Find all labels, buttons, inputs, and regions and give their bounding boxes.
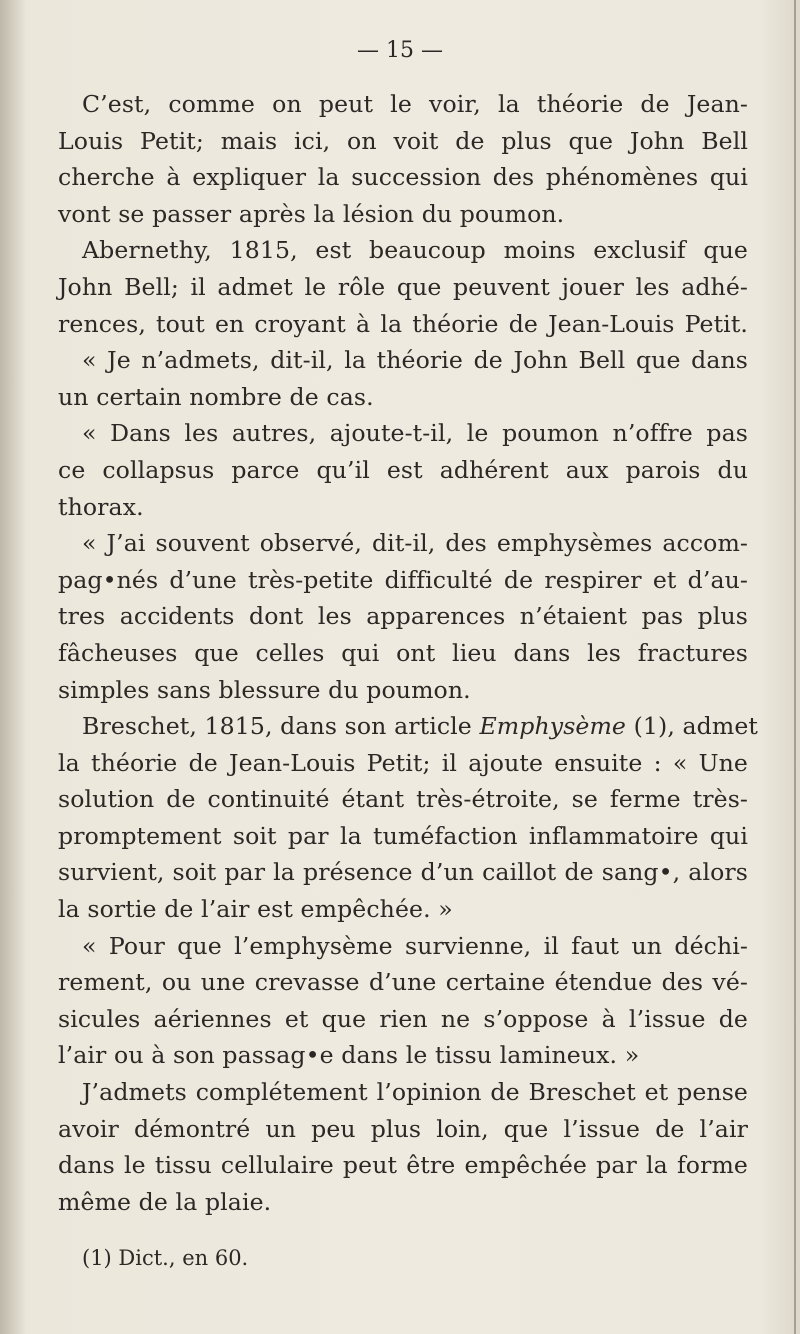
text-line: un certain nombre de cas.	[58, 382, 374, 411]
page-edge	[794, 0, 796, 1334]
text-line: même de la plaie.	[58, 1187, 272, 1216]
text-line: rences, tout en croyant à la théorie de Jean-Louis Petit.	[58, 309, 748, 338]
text-line: « J’ai souvent observé, dit-il, des emphysèmes accom-	[82, 529, 748, 558]
text-line: C’est, comme on peut le voir, la théorie de Jean-	[82, 90, 748, 118]
text-line: cherche à expliquer la succession des phénomènes qui	[58, 163, 748, 192]
text-line	[58, 708, 759, 745]
text-segment: (1), admet	[626, 712, 759, 741]
text-line: dans le tissu cellulaire peut être empêchée par la forme	[58, 1151, 748, 1180]
footnote: (1) Dict., en 60.	[82, 1246, 249, 1270]
text-line: Abernethy, 1815, est beaucoup moins exclusif que	[82, 236, 748, 265]
text-line: « Pour que l’emphysème survienne, il faut un déchi-	[82, 931, 748, 960]
text-line: vont se passer après la lésion du poumon.	[58, 199, 565, 228]
text-line: thorax.	[58, 492, 144, 521]
text-line: « Je n’admets, dit-il, la théorie de John Bell que dans	[82, 346, 748, 375]
page-number: — 15 —	[357, 38, 443, 63]
text-line: sicules aériennes et que rien ne s’oppose à l’issue de	[58, 1004, 748, 1033]
text-line: « Dans les autres, ajoute-t-il, le poumon n’offre pas	[82, 419, 748, 448]
text-segment: Breschet, 1815, dans son article	[82, 712, 480, 741]
text-line: tres accidents dont les apparences n’étaient pas plus	[58, 602, 748, 631]
text-line: rement, ou une crevasse d’une certaine étendue des vé-	[58, 968, 748, 997]
text-line: Louis Petit; mais ici, on voit de plus que John Bell	[58, 126, 748, 155]
text-line: simples sans blessure du poumon.	[58, 675, 471, 704]
text-line: ce collapsus parce qu’il est adhérent aux parois du	[58, 455, 748, 484]
text-line: solution de continuité étant très-étroite, se ferme très-	[58, 785, 748, 814]
text-line: pag•nés d’une très-petite difficulté de respirer et d’au-	[58, 565, 748, 594]
binding-shadow	[0, 0, 26, 1334]
article-title: Emphysème	[479, 712, 626, 741]
text-line: John Bell; il admet le rôle que peuvent jouer les adhé-	[58, 272, 748, 301]
text-line: l’air ou à son passag•e dans le tissu lamineux. »	[58, 1041, 640, 1070]
text-line: la sortie de l’air est empêchée. »	[58, 895, 453, 924]
text-line: J’admets complétement l’opinion de Breschet et pense	[82, 1078, 748, 1107]
text-line: avoir démontré un peu plus loin, que l’issue de l’air	[58, 1114, 748, 1143]
text-line: promptement soit par la tuméfaction inflammatoire qui	[58, 821, 748, 850]
text-line: la théorie de Jean-Louis Petit; il ajoute ensuite : « Une	[58, 748, 748, 777]
text-line: fâcheuses que celles qui ont lieu dans les fractures	[58, 638, 748, 667]
text-line: survient, soit par la présence d’un caillot de sang•, alors	[58, 858, 748, 887]
body-text	[58, 86, 759, 1220]
